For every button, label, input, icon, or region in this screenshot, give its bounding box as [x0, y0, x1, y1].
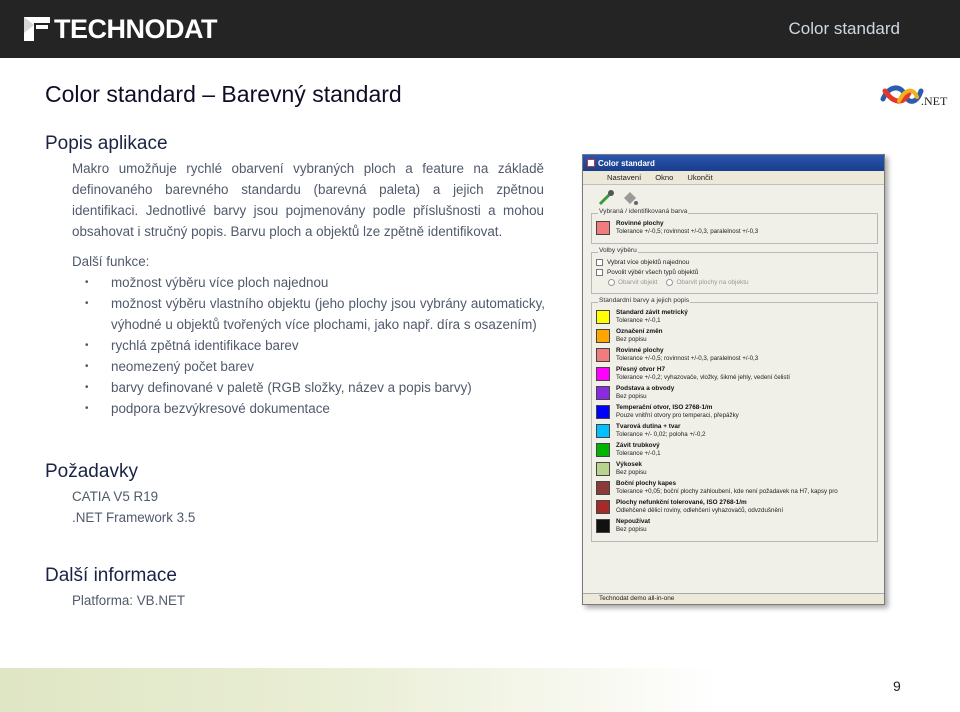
palette-list — [596, 309, 873, 534]
color-swatch[interactable] — [596, 367, 610, 381]
palette-row[interactable] — [596, 480, 873, 496]
menu-item-okno[interactable]: Okno — [655, 173, 674, 182]
paint-bucket-icon[interactable] — [621, 189, 639, 207]
color-name: Výkosek — [616, 461, 642, 468]
checkbox[interactable] — [596, 269, 603, 276]
selected-color-name: Rovinné plochy — [616, 220, 664, 227]
color-desc: Tolerance +/-0,1 — [616, 450, 661, 457]
color-swatch[interactable] — [596, 500, 610, 514]
color-swatch[interactable] — [596, 310, 610, 324]
header-bar — [0, 0, 960, 58]
window-titlebar — [583, 155, 884, 171]
color-name: Podstava a obvody — [616, 385, 675, 392]
color-swatch[interactable] — [596, 424, 610, 438]
color-swatch[interactable] — [596, 329, 610, 343]
list-item: • barvy definované v paletě (RGB složky, název a popis barvy) — [85, 377, 545, 398]
palette-row[interactable] — [596, 499, 873, 515]
option-all-types[interactable]: Povolit výběr všech typů objektů — [596, 269, 873, 276]
palette-row[interactable] — [596, 518, 873, 534]
list-item: • možnost výběru více ploch najednou — [85, 272, 545, 293]
selected-color-swatch — [596, 221, 610, 235]
color-desc: Bez popisu — [616, 336, 647, 343]
color-desc: Bez popisu — [616, 393, 647, 400]
page-title: Color standard – Barevný standard — [45, 81, 402, 107]
page-number: 9 — [893, 678, 901, 694]
color-desc: Pouze vnitřní otvory pro temperaci, přepážky — [616, 412, 739, 419]
palette-row[interactable] — [596, 385, 873, 401]
group-title: Vybraná / identifikovaná barva — [599, 208, 688, 215]
pipette-icon[interactable] — [597, 189, 615, 207]
header-title: Color standard — [788, 19, 900, 38]
brand-name: TECHNODAT — [54, 13, 217, 44]
platform-info: Platforma: VB.NET — [72, 593, 186, 608]
list-item: • možnost výběru vlastního objektu (jeho plochy jsou vybrány automaticky, výhodné u objektů tvořených více plochami, jako např. díra s osazením) — [85, 293, 545, 335]
color-name: Tvarová dutina + tvar — [616, 423, 681, 430]
selected-color-row — [596, 220, 873, 236]
color-name: Závit trubkový — [616, 442, 660, 449]
color-desc: Tolerance +0,05; boční plochy zahloubení, kde není požadavek na H7, kapsy pro — [616, 488, 838, 495]
palette-group — [591, 297, 878, 542]
color-desc: Bez popisu — [616, 526, 647, 533]
list-item: • rychlá zpětná identifikace barev — [85, 335, 545, 356]
color-name: Rovinné plochy — [616, 347, 664, 354]
functions-heading: Další funkce: — [72, 254, 150, 269]
color-name: Standard závit metrický — [616, 309, 688, 316]
color-swatch[interactable] — [596, 386, 610, 400]
menu-item-ukoncit[interactable]: Ukončit — [687, 173, 713, 182]
technodat-logo-icon — [24, 17, 50, 41]
status-bar: Technodat demo all-in-one — [583, 593, 884, 604]
palette-row[interactable] — [596, 328, 873, 344]
checkbox[interactable] — [596, 259, 603, 266]
color-desc: Tolerance +/- 0,02; poloha +/-0,2 — [616, 431, 706, 438]
menu-item-nastaveni[interactable]: Nastavení — [607, 173, 642, 182]
color-name: Označení změn — [616, 328, 663, 335]
color-swatch[interactable] — [596, 519, 610, 533]
palette-row[interactable] — [596, 423, 873, 439]
color-swatch[interactable] — [596, 481, 610, 495]
radio-row: Obarvit objekt Obarvit plochy na objektu — [596, 279, 873, 286]
color-name: Plochy nefunkční tolerované, ISO 2768-1/m — [616, 499, 747, 506]
requirement-catia: CATIA V5 R19 — [72, 489, 159, 504]
color-swatch[interactable] — [596, 405, 610, 419]
dotnet-label: .NET — [921, 94, 948, 108]
color-swatch[interactable] — [596, 443, 610, 457]
radio-color-object[interactable] — [608, 279, 615, 286]
functions-list — [85, 272, 545, 419]
section-heading-popis: Popis aplikace — [45, 133, 168, 154]
radio-color-faces[interactable] — [666, 279, 673, 286]
selected-color-group — [591, 208, 878, 244]
color-name: Temperační otvor, ISO 2768-1/m — [616, 404, 713, 411]
color-name: Nepoužívat — [616, 518, 651, 525]
footer-band — [0, 668, 960, 712]
palette-row[interactable] — [596, 461, 873, 477]
menu-bar — [583, 171, 884, 185]
group-title: Standardní barvy a jejich popis — [599, 297, 690, 304]
list-item: • podpora bezvýkresové dokumentace — [85, 398, 545, 419]
app-screenshot — [582, 154, 885, 605]
color-swatch[interactable] — [596, 462, 610, 476]
selected-color-desc: Tolerance +/-0,5; rovinnost +/-0,3, paralelnost +/-0,3 — [616, 228, 759, 235]
option-multi-select[interactable]: Vybrat více objektů najednou — [596, 259, 873, 266]
section-heading-info: Další informace — [45, 565, 177, 586]
selection-options-group — [591, 247, 878, 294]
description-paragraph: Makro umožňuje rychlé obarvení vybraných ploch a feature na základě definovaného barevného standardu (barevná paleta) a jejich zpětnou identifikaci. Jednotlivé barvy jsou pojmenovány podle příslušnosti a mohou obsahovat i stručný popis. Barvu ploch a objektů lze zpětně identifikovat. — [72, 161, 544, 239]
section-heading-pozadavky: Požadavky — [45, 461, 138, 482]
group-title: Volby výběru — [599, 247, 637, 254]
color-desc: Tolerance +/-0,1 — [616, 317, 661, 324]
palette-row[interactable] — [596, 309, 873, 325]
color-desc: Tolerance +/-0,5; rovinnost +/-0,3, paralelnost +/-0,3 — [616, 355, 759, 362]
palette-row[interactable] — [596, 366, 873, 382]
color-desc: Bez popisu — [616, 469, 647, 476]
palette-row[interactable] — [596, 404, 873, 420]
color-name: Přesný otvor H7 — [616, 366, 666, 373]
window-title: Color standard — [598, 158, 655, 168]
app-icon — [587, 159, 595, 167]
color-name: Boční plochy kapes — [616, 480, 677, 487]
requirement-dotnet: .NET Framework 3.5 — [72, 510, 196, 525]
list-item: • neomezený počet barev — [85, 356, 545, 377]
technodat-logo — [24, 12, 217, 46]
palette-row[interactable] — [596, 442, 873, 458]
color-swatch[interactable] — [596, 348, 610, 362]
color-desc: Odlehčené dělicí roviny, odlehčení vyhazovačů, odvzdušnění — [616, 507, 784, 514]
palette-row[interactable] — [596, 347, 873, 363]
color-desc: Tolerance +/-0,2; vyhazovače, vložky, šikmé jehly, vedení čelistí — [616, 374, 790, 381]
